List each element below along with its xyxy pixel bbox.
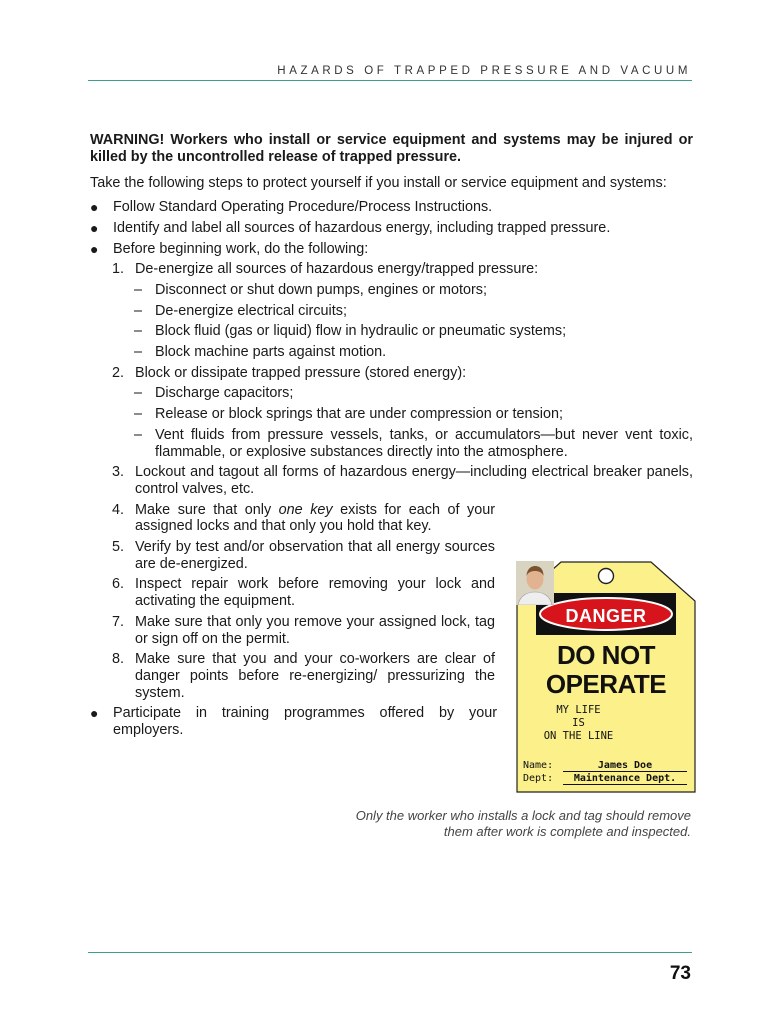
step-item: 1. De-energize all sources of hazardous energy/trapped pressure: [112, 261, 539, 278]
bullet-icon: ● [90, 219, 99, 236]
bullet-icon: ● [90, 199, 99, 216]
bullet-icon: ● [90, 240, 99, 257]
running-header: HAZARDS OF TRAPPED PRESSURE AND VACUUM [277, 65, 691, 77]
dash-item: – Release or block springs that are under compression or tension; [134, 406, 563, 423]
dash-item: – Vent fluids from pressure vessels, tanks, or accumulators—but never vent toxic, flammable, or explosive substances directly into the atmosphere. [134, 426, 693, 460]
warning-paragraph: WARNING! Workers who install or service equipment and systems may be injured or killed by the uncontrolled release of trapped pressure. [90, 132, 693, 165]
danger-tag-illustration [516, 561, 696, 793]
step-item: 5. Verify by test and/or observation that all energy sources are de-energized. [112, 539, 495, 572]
list-item: ● Participate in training programmes offered by your employers. [90, 705, 497, 739]
list-item: ● Before beginning work, do the following: [90, 240, 369, 257]
dash-item: – De-energize electrical circuits; [134, 302, 347, 319]
dash-item: – Block machine parts against motion. [134, 344, 387, 361]
step-item: 7. Make sure that only you remove your assigned lock, tag or sign off on the permit. [112, 613, 495, 647]
footer-rule [88, 952, 692, 953]
my-life-text: MY LIFE IS ON THE LINE [543, 704, 614, 742]
tag-name-field: Name: James Doe [523, 760, 691, 772]
step-item: 2. Block or dissipate trapped pressure (stored energy): [112, 364, 467, 381]
operate-label: OPERATE [545, 669, 667, 699]
emphasis: one key [278, 501, 333, 518]
dash-item: – Disconnect or shut down pumps, engines or motors; [134, 281, 487, 298]
header-rule [88, 80, 692, 81]
do-not-label: DO NOT [556, 640, 656, 670]
list-item: ● Follow Standard Operating Procedure/Process Instructions. [90, 199, 493, 216]
dash-item: – Block fluid (gas or liquid) flow in hydraulic or pneumatic systems; [134, 323, 567, 340]
intro-paragraph: Take the following steps to protect yourself if you install or service equipment and systems: [90, 175, 667, 192]
tag-dept-field: Dept: Maintenance Dept. [523, 773, 691, 785]
danger-label: DANGER [565, 606, 647, 626]
page-number: 73 [669, 963, 691, 984]
worker-photo-icon [516, 561, 554, 605]
step-item: 3. Lockout and tagout all forms of hazardous energy—including electrical breaker panels, control valves, etc. [112, 464, 693, 497]
step-item: 4. Make sure that only one key exists for each of your assigned locks and that only you hold that key. [112, 501, 495, 535]
bullet-icon: ● [90, 705, 99, 722]
figure-caption: Only the worker who installs a lock and tag should remove them after work is complete and inspected. [355, 808, 691, 839]
step-item: 6. Inspect repair work before removing your lock and activating the equipment. [112, 576, 495, 610]
step-item: 8. Make sure that you and your co-workers are clear of danger points before re-energizing/ pressurizing the system. [112, 651, 495, 701]
dash-item: – Discharge capacitors; [134, 385, 294, 402]
list-item: ● Identify and label all sources of hazardous energy, including trapped pressure. [90, 219, 611, 236]
